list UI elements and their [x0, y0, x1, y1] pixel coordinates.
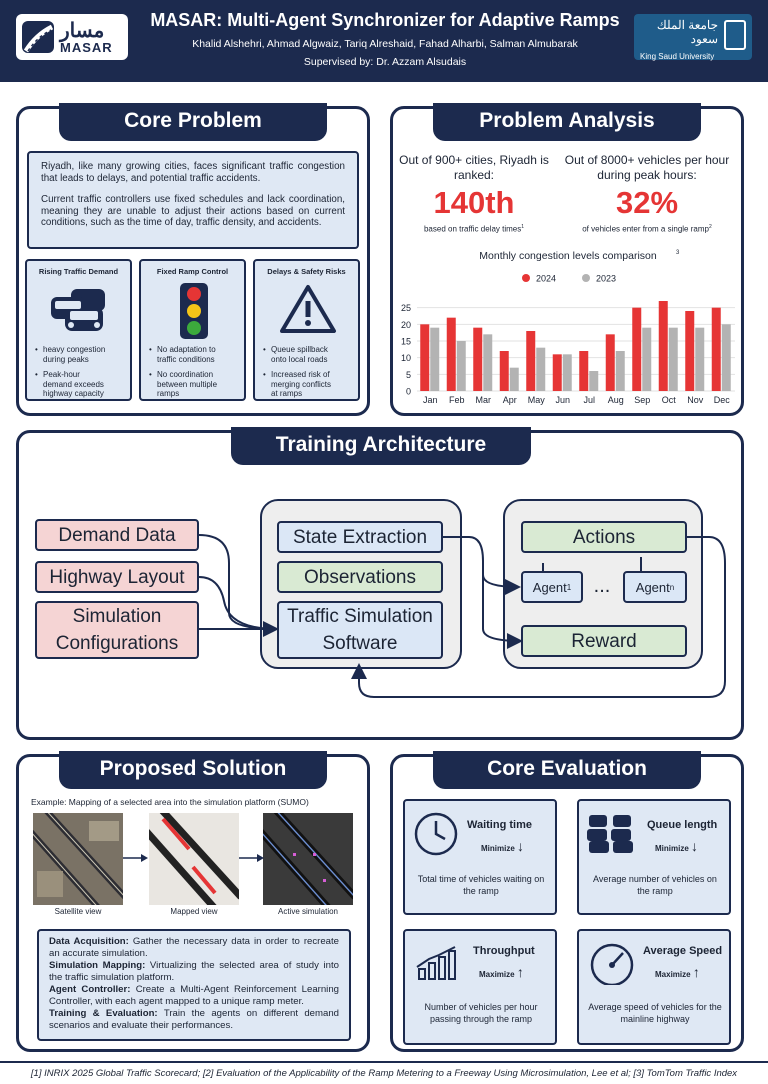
logo-arabic: مسار: [60, 19, 105, 42]
input-demand-data: Demand Data: [35, 519, 199, 551]
x-tick-label: Jun: [555, 395, 571, 405]
training-architecture-panel: [16, 430, 744, 740]
bar-2023-Aug: [616, 351, 625, 391]
bar-2024-Dec: [712, 308, 721, 391]
clock-icon: [413, 811, 459, 857]
mapped-view-image: [149, 813, 239, 905]
core-problem-paragraph-1: Riyadh, like many growing cities, faces significant traffic congestion that leads to delays, and potential traffic accidents.: [41, 161, 345, 184]
step-data-acquisition: Data Acquisition: Gather the necessary data in order to recreate an accurate simulation.: [49, 936, 340, 959]
x-tick-label: Nov: [687, 395, 704, 405]
problem-analysis-title: Problem Analysis: [433, 103, 701, 141]
metric-goal: Minimize ↓: [655, 838, 699, 854]
metric-throughput: [403, 929, 557, 1045]
card-bullets: [263, 345, 339, 405]
supervisor: Supervised by: Dr. Azzam Alsudais: [303, 56, 467, 68]
header: [0, 0, 768, 82]
y-tick-label: 0: [405, 386, 411, 397]
y-tick-label: 15: [400, 336, 411, 347]
x-tick-label: Aug: [607, 395, 624, 405]
y-tick-label: 10: [400, 353, 411, 364]
logo-english: MASAR: [60, 39, 113, 55]
chart-title: Monthly congestion levels comparison: [479, 250, 657, 262]
bullet: • Peak-hour demand exceeds highway capacity: [35, 370, 111, 399]
bar-2024-Oct: [659, 301, 668, 391]
cars-icon: [49, 283, 111, 335]
bar-2024-Jan: [420, 324, 429, 391]
bar-2023-Oct: [669, 328, 678, 391]
chart-title-ref: 3: [676, 250, 680, 256]
card-bullets: [35, 345, 111, 405]
x-tick-label: Dec: [713, 395, 730, 405]
masar-logo: [16, 14, 128, 60]
legend-label: 2024: [536, 273, 557, 284]
evaluation-title: Core Evaluation: [433, 751, 701, 789]
y-tick-label: 25: [400, 303, 411, 314]
metric-desc: Average speed of vehicles for the mainline highway: [588, 1002, 722, 1024]
queue-cars-icon: [585, 813, 637, 853]
legend-label: 2023: [596, 273, 617, 284]
agent-reward: Reward: [521, 625, 687, 657]
card-title: Rising Traffic Demand: [38, 267, 119, 276]
metric-name: Waiting time: [467, 819, 532, 831]
caption-simulation: Active simulation: [277, 907, 339, 916]
active-simulation-image: [263, 813, 353, 905]
metric-goal: Minimize ↓: [481, 838, 525, 854]
solution-intro: Example: Mapping of a selected area into the simulation platform (SUMO): [31, 797, 309, 807]
x-tick-label: Sep: [634, 395, 651, 405]
metric-name: Queue length: [647, 819, 718, 831]
core-problem-paragraph-2: Current traffic controllers use fixed schedules and lack coordination, meaning they are unable to adjust their actions based on current conditions, such as the time of day, traffic density, and accidents.: [41, 194, 345, 228]
bar-2023-Jun: [563, 354, 572, 391]
bar-chart-icon: [415, 945, 459, 981]
arrow-icon: [123, 853, 149, 863]
metric-waiting-time: [403, 799, 557, 915]
core-problem-text: [27, 151, 359, 249]
card-delays-safety: [253, 259, 360, 401]
bullet: • Queue spillback onto local roads: [263, 345, 339, 364]
agent-1: Agent 1: [521, 571, 583, 603]
card-bullets: [149, 345, 225, 405]
x-tick-label: Mar: [475, 395, 491, 405]
core-evaluation-panel: [390, 754, 744, 1052]
satellite-view-image: [33, 813, 123, 905]
bullet: • heavy congestion during peaks: [35, 345, 111, 364]
step-agent-controller: Agent Controller: Create a Multi-Agent Reinforcement Learning Controller, with each agent mapped to a unique ramp meter.: [49, 984, 339, 1007]
metric-goal: Maximize ↑: [655, 964, 700, 980]
bar-2024-Apr: [500, 351, 509, 391]
card-rising-demand: [25, 259, 132, 401]
caption-satellite: Satellite view: [54, 907, 102, 916]
training-title: Training Architecture: [231, 427, 531, 465]
bar-2024-Jun: [553, 354, 562, 391]
x-tick-label: Jan: [422, 395, 438, 405]
authors: Khalid Alshehri, Ahmad Algwaiz, Tariq Alreshaid, Fahad Alharbi, Salman Almubarak: [192, 38, 578, 50]
bullet: • No adaptation to traffic conditions: [149, 345, 225, 364]
caption-mapped: Mapped view: [170, 907, 218, 916]
legend-marker: [582, 274, 590, 282]
poster-title: MASAR: Multi-Agent Synchronizer for Adaptive Ramps: [150, 10, 620, 30]
metric-average-speed: [577, 929, 731, 1045]
core-problem-panel: [16, 106, 370, 416]
ksu-logo: [634, 14, 752, 60]
footer-references: [1] INRIX 2025 Global Traffic Scorecard; [2] Evaluation of the Applicability of the Ramp Metering to a Freeway Using Microsimulation, Lee et al; [3] TomTom Traffic Index: [0, 1061, 768, 1084]
agents-ellipsis: ...: [593, 575, 611, 597]
congestion-chart: [395, 245, 741, 411]
solution-steps: [37, 929, 351, 1041]
step-simulation-mapping: Simulation Mapping: Virtualizing the selected area of study into the traffic simulation platform.: [49, 960, 339, 983]
x-tick-label: Jul: [583, 395, 596, 405]
bar-2023-Jul: [589, 371, 598, 391]
bar-2024-Aug: [606, 334, 615, 391]
x-tick-label: Feb: [448, 395, 465, 405]
metric-desc: Total time of vehicles waiting on the ramp: [417, 874, 545, 896]
traffic-light-icon: [178, 281, 210, 341]
bar-2023-Nov: [695, 328, 704, 391]
proposed-solution-panel: [16, 754, 370, 1052]
input-simulation-configurations: Simulation Configurations: [35, 601, 199, 659]
card-fixed-ramp: [139, 259, 246, 401]
legend-marker: [522, 274, 530, 282]
ksu-english: King Saud University: [640, 52, 715, 61]
bar-2024-Sep: [632, 308, 641, 391]
speedometer-icon: [587, 941, 637, 985]
x-tick-label: May: [527, 395, 545, 405]
metric-desc: Average number of vehicles on the ramp: [593, 874, 717, 896]
bar-2023-Sep: [642, 328, 651, 391]
bar-2024-Nov: [685, 311, 694, 391]
ksu-emblem-icon: [724, 20, 746, 50]
bar-2024-Mar: [473, 328, 482, 391]
stat1-note: based on traffic delay times$^1$: [423, 224, 525, 234]
x-tick-label: Oct: [661, 395, 676, 405]
bar-2023-Dec: [722, 324, 731, 391]
input-highway-layout: Highway Layout: [35, 561, 199, 593]
agent-n: Agent n: [623, 571, 687, 603]
ksu-arabic: جامعة الملك سعود: [656, 18, 718, 46]
metric-queue-length: [577, 799, 731, 915]
metric-goal: Maximize ↑: [479, 964, 524, 980]
step-training-evaluation: Training & Evaluation: Train the agents on different demand scenarios and evaluate their performances.: [49, 1008, 339, 1031]
env-state-extraction: State Extraction: [277, 521, 443, 553]
bar-2024-May: [526, 331, 535, 391]
bar-2024-Feb: [447, 318, 456, 391]
agent-actions: Actions: [521, 521, 687, 553]
bullet: • No coordination between multiple ramps: [149, 370, 225, 399]
env-traffic-simulation-software: Traffic Simulation Software: [277, 601, 443, 659]
stat2-value: 32%: [615, 185, 679, 220]
y-tick-label: 20: [400, 319, 411, 330]
warning-icon: [279, 283, 337, 335]
metric-name: Average Speed: [643, 945, 723, 957]
y-tick-label: 5: [405, 369, 411, 380]
metric-desc: Number of vehicles per hour passing through the ramp: [424, 1002, 538, 1024]
road-icon: [22, 21, 54, 53]
bar-2023-Apr: [510, 368, 519, 391]
bar-2023-Mar: [483, 334, 492, 391]
x-tick-label: Apr: [502, 395, 517, 405]
metric-name: Throughput: [473, 945, 535, 957]
arrow-icon: [239, 853, 265, 863]
stat1-value: 140th: [433, 185, 515, 220]
problem-analysis-panel: [390, 106, 744, 416]
card-title: Delays & Safety Risks: [267, 267, 346, 276]
card-title: Fixed Ramp Control: [156, 267, 229, 276]
bar-2023-Jan: [430, 328, 439, 391]
stat1-text: Out of 900+ cities, Riyadh is ranked:: [399, 153, 549, 182]
bar-2023-May: [536, 348, 545, 391]
bar-2023-Feb: [457, 341, 466, 391]
bar-2024-Jul: [579, 351, 588, 391]
bullet: • Increased risk of merging conflicts at ramps: [263, 370, 339, 399]
env-observations: Observations: [277, 561, 443, 593]
core-problem-title: Core Problem: [59, 103, 327, 141]
solution-title: Proposed Solution: [59, 751, 327, 789]
stat2-text: Out of 8000+ vehicles per hour during peak hours:: [564, 153, 730, 182]
stat2-note: of vehicles enter from a single ramp$^2$: [582, 224, 712, 234]
